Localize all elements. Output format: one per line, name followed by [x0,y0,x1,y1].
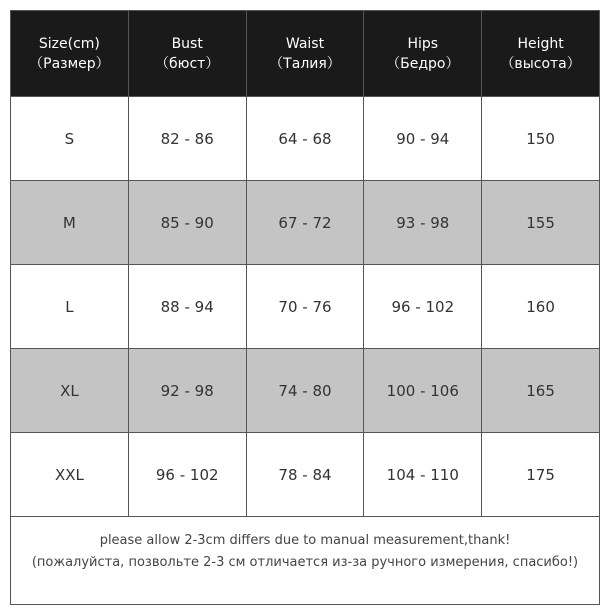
header-height-label-ru: （высота） [500,55,581,72]
cell-bust: 96 - 102 [128,433,246,517]
cell-bust: 88 - 94 [128,265,246,349]
cell-hips: 96 - 102 [364,265,482,349]
cell-waist: 67 - 72 [246,181,364,265]
cell-size: M [11,181,129,265]
table-row-m [11,181,600,265]
header-waist-label: Waist [285,35,325,52]
header-waist-label-ru: （Талия） [269,55,341,72]
note-english: please allow 2-3cm differs due to manual measurement,thank! [99,533,511,548]
header-hips-label-ru: （Бедро） [386,55,460,72]
header-height [482,11,600,97]
cell-height: 150 [482,97,600,181]
table-row-s [11,97,600,181]
cell-waist: 78 - 84 [246,433,364,517]
cell-size: XL [11,349,129,433]
cell-waist: 70 - 76 [246,265,364,349]
size-chart-table [10,10,600,517]
table-row-xl [11,349,600,433]
table-row-xxl [11,433,600,517]
cell-height: 155 [482,181,600,265]
cell-bust: 85 - 90 [128,181,246,265]
cell-waist: 74 - 80 [246,349,364,433]
cell-size: S [11,97,129,181]
header-hips [364,11,482,97]
table-row-l [11,265,600,349]
header-bust-label: Bust [171,35,203,52]
cell-size: XXL [11,433,129,517]
header-row [11,11,600,97]
measurement-note [10,530,600,574]
header-size-label-ru: （Размер） [29,55,110,72]
note-russian: (пожалуйста, позвольте 2-3 см отличается из-за ручного измерения, спасибо!) [31,555,579,570]
cell-waist: 64 - 68 [246,97,364,181]
cell-hips: 90 - 94 [364,97,482,181]
cell-height: 160 [482,265,600,349]
header-size [11,11,129,97]
cell-height: 165 [482,349,600,433]
header-size-label: Size(cm) [38,35,100,52]
cell-hips: 93 - 98 [364,181,482,265]
cell-hips: 104 - 110 [364,433,482,517]
cell-bust: 92 - 98 [128,349,246,433]
header-hips-label: Hips [407,35,439,52]
header-bust-label-ru: （бюст） [155,55,220,72]
cell-hips: 100 - 106 [364,349,482,433]
header-bust [128,11,246,97]
cell-bust: 82 - 86 [128,97,246,181]
cell-height: 175 [482,433,600,517]
header-waist [246,11,364,97]
cell-size: L [11,265,129,349]
header-height-label: Height [517,35,564,52]
